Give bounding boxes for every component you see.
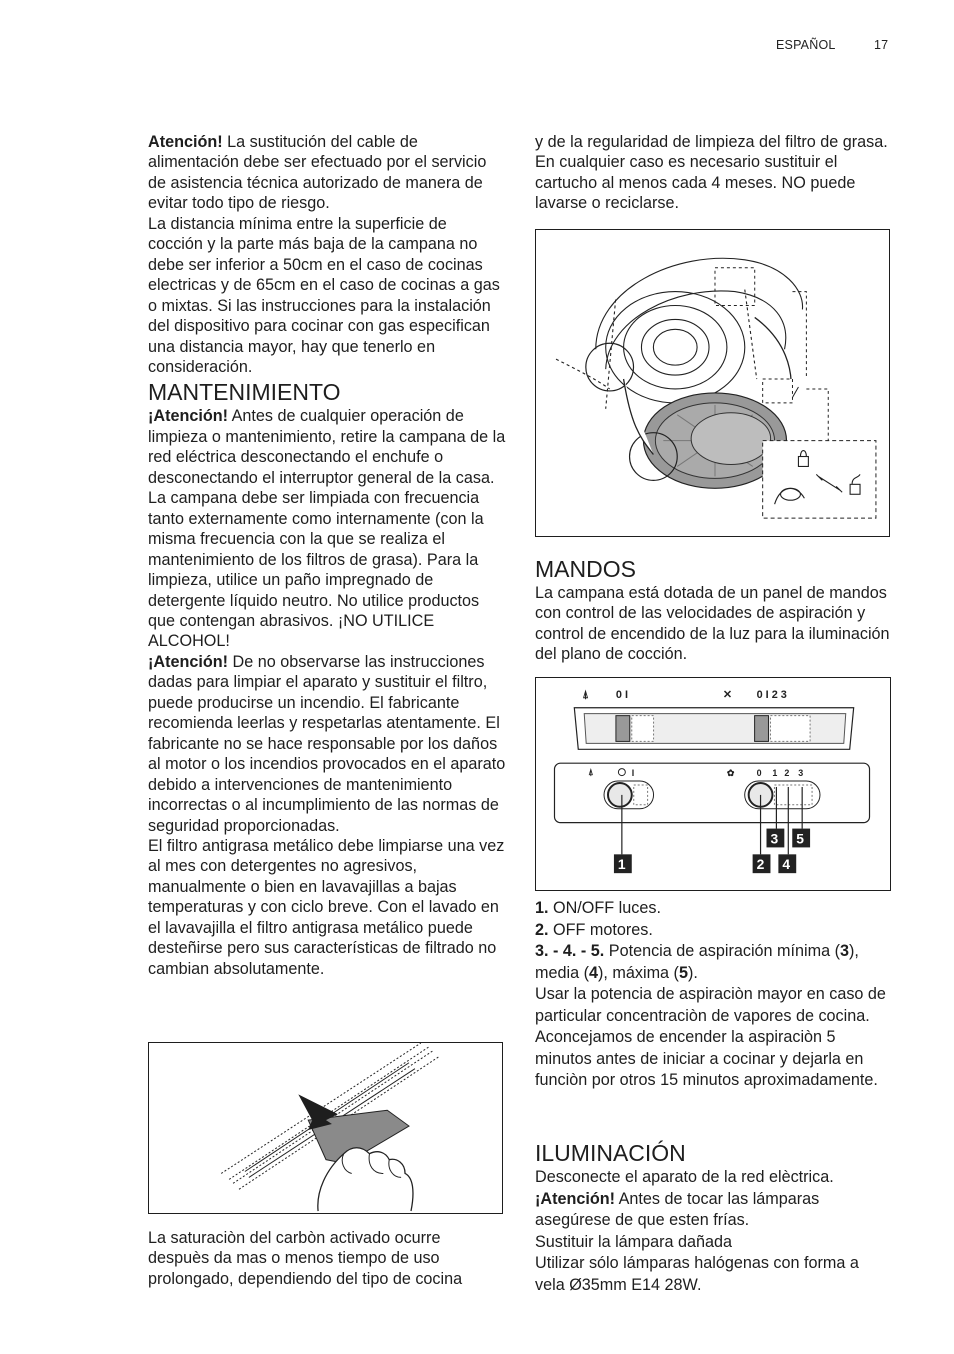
light-scale-panel: I xyxy=(631,768,635,779)
maintenance-text-1: Antes de cualquier operación de limpieza o mantenimiento, retire la campana de la red eléctrica desconectando el enchufe o desconectando el interruptor general de la casa. La campana debe ser limpiada con frecuencia tanto externamente como internamente (con la misma frecuencia con la que se realiza el mantenimiento de los filtros de grasa). Para la limpieza, utilice un paño impregnado de detergente líquido neutro. No utilice productos que contengan abrasivos. ¡NO UTILICE ALCOHOL! xyxy=(148,407,506,651)
speed-max: 5 xyxy=(678,963,688,982)
filter-removal-drawing xyxy=(149,1043,502,1213)
right-column-top xyxy=(535,132,893,214)
control-panel-illustration xyxy=(535,677,891,891)
right-column-mandos xyxy=(535,554,893,665)
usage-paragraph: Usar la potencia de aspiraciòn mayor en caso de particular concentraciòn de vapores de cocina. Aconcejamos de encender la aspiraciòn 5 minutos antes de iniciar a cocinar y dejarla en funciòn por otros 15 minutos aproximadamente. xyxy=(535,985,886,1089)
callout-3: 3 xyxy=(770,830,779,847)
fan-icon-top: ✕ xyxy=(722,688,733,701)
warning-label: ¡Atención! xyxy=(148,652,229,671)
fan-scale-top: 0 I 2 3 xyxy=(756,688,787,701)
carbon-text: La saturaciòn del carbòn activado ocurre despuès da mas o menos tiempo de uso prolongado, dependiendo del tipo de cocina xyxy=(148,1229,463,1288)
left-column xyxy=(148,132,506,979)
cartridge-paragraph: y de la regularidad de limpieza del filtro de grasa. En cualquier caso es necesario sustituir el cartucho al menos cada 4 meses. NO puede lavarse o reciclarse. xyxy=(535,133,888,213)
list-item-1 xyxy=(535,898,893,920)
right-column-list xyxy=(535,898,893,1092)
fan-mark-1: 1 xyxy=(772,768,778,779)
maintenance-text-2: De no observarse las instrucciones dadas para limpiar el aparato y sustituir el filtro, puede producirse un incendio. El fabricante recomienda leerlas y respetarlas atentamente. El fabricante no se hace responsable por los daños al motor o los incendios provocados en el aparato debido a intervenciones de mantenimiento incorrectas o al incumplimiento de las normas de seguridad proporcionadas. xyxy=(148,652,506,835)
list-text: ), máxima ( xyxy=(598,963,679,982)
light-icon-panel: ⍋ xyxy=(588,767,594,778)
fan-icon-panel: ✿ xyxy=(726,768,735,779)
callout-5: 5 xyxy=(796,830,804,847)
list-item-2 xyxy=(535,920,893,942)
carbon-filter-illustration xyxy=(535,229,890,537)
list-text: ). xyxy=(687,963,698,982)
iluminacion-heading: ILUMINACIÓN xyxy=(535,1140,686,1166)
carbon-filter-drawing xyxy=(536,230,889,536)
mantenimiento-heading: MANTENIMIENTO xyxy=(148,379,341,406)
list-item-3 xyxy=(535,941,893,984)
speed-min: 3 xyxy=(840,942,850,960)
callout-2: 2 xyxy=(756,856,765,873)
maintenance-paragraph-2 xyxy=(148,652,506,836)
list-number: 3. - 4. - 5. xyxy=(535,942,605,960)
lamp-spec-line: Utilizar sólo lámparas halógenas con forma a vela Ø35mm E14 28W. xyxy=(535,1254,859,1294)
cable-warning-paragraph xyxy=(148,132,506,214)
grease-filter-paragraph: El filtro antigrasa metálico debe limpiarse una vez al mes con detergentes no agresivos, manualmente o bien en lavavajillas a bajas temperaturas y con ciclo breve. Con el lavado en el lavavajilla el filtro antigrasa metálico puede desteñirse pero sus características de filtrado no cambian absolutamente. xyxy=(148,836,505,978)
page-number: 17 xyxy=(874,38,889,52)
warning-label: Atención! xyxy=(148,133,223,151)
light-icon-top: ⍋ xyxy=(582,688,589,701)
list-text: ON/OFF luces. xyxy=(548,899,661,917)
light-scale-top: 0 I xyxy=(615,688,629,701)
header-language: ESPAÑOL xyxy=(776,38,836,52)
lamp-warning-text: Antes de tocar las lámparas asegúrese de que esten frías. xyxy=(535,1189,820,1229)
fan-mark-0: 0 xyxy=(756,768,762,779)
callout-4: 4 xyxy=(782,856,791,873)
speed-mid: 4 xyxy=(588,963,598,982)
fan-mark-2: 2 xyxy=(784,768,790,779)
carbon-saturation-paragraph xyxy=(148,1228,506,1289)
right-column-iluminacion xyxy=(535,1138,893,1296)
maintenance-paragraph-1 xyxy=(148,406,506,651)
disconnect-line: Desconecte el aparato de la red elèctrica. xyxy=(535,1168,834,1186)
mandos-heading: MANDOS xyxy=(535,556,636,582)
replace-lamp-line: Sustituir la lámpara dañada xyxy=(535,1232,733,1251)
callout-1: 1 xyxy=(617,856,626,873)
list-number: 1. xyxy=(535,899,549,917)
control-panel-drawing xyxy=(536,678,890,890)
list-text: Potencia de aspiración mínima ( xyxy=(604,942,841,960)
list-number: 2. xyxy=(535,920,549,939)
list-text: OFF motores. xyxy=(548,920,653,939)
list-text: ), media ( xyxy=(535,942,859,982)
filter-removal-illustration xyxy=(148,1042,503,1214)
distance-paragraph: La distancia mínima entre la superficie de cocción y la parte más baja de la campana no debe ser inferior a 50cm en el caso de cocinas electricas y de 65cm en el caso de cocinas a gas o mixtas. Si las instrucciones para la instalación del dispositivo para cocinar con gas especifican una distancia mayor, hay que tenerlo en consideración. xyxy=(148,214,500,376)
warning-label: ¡Atención! xyxy=(148,407,229,426)
warning-label: ¡Atención! xyxy=(535,1189,616,1208)
cable-warning-text: La sustitución del cable de alimentación debe ser efectuado por el servicio de asistencia técnica autorizado de manera de evitar todo tipo de riesgo. xyxy=(148,133,487,213)
mandos-paragraph: La campana está dotada de un panel de mandos con control de las velocidades de aspiración y control de encendido de la luz para la iluminación del plano de cocción. xyxy=(535,584,890,664)
lamp-warning-paragraph xyxy=(535,1189,893,1232)
fan-mark-3: 3 xyxy=(798,768,804,779)
